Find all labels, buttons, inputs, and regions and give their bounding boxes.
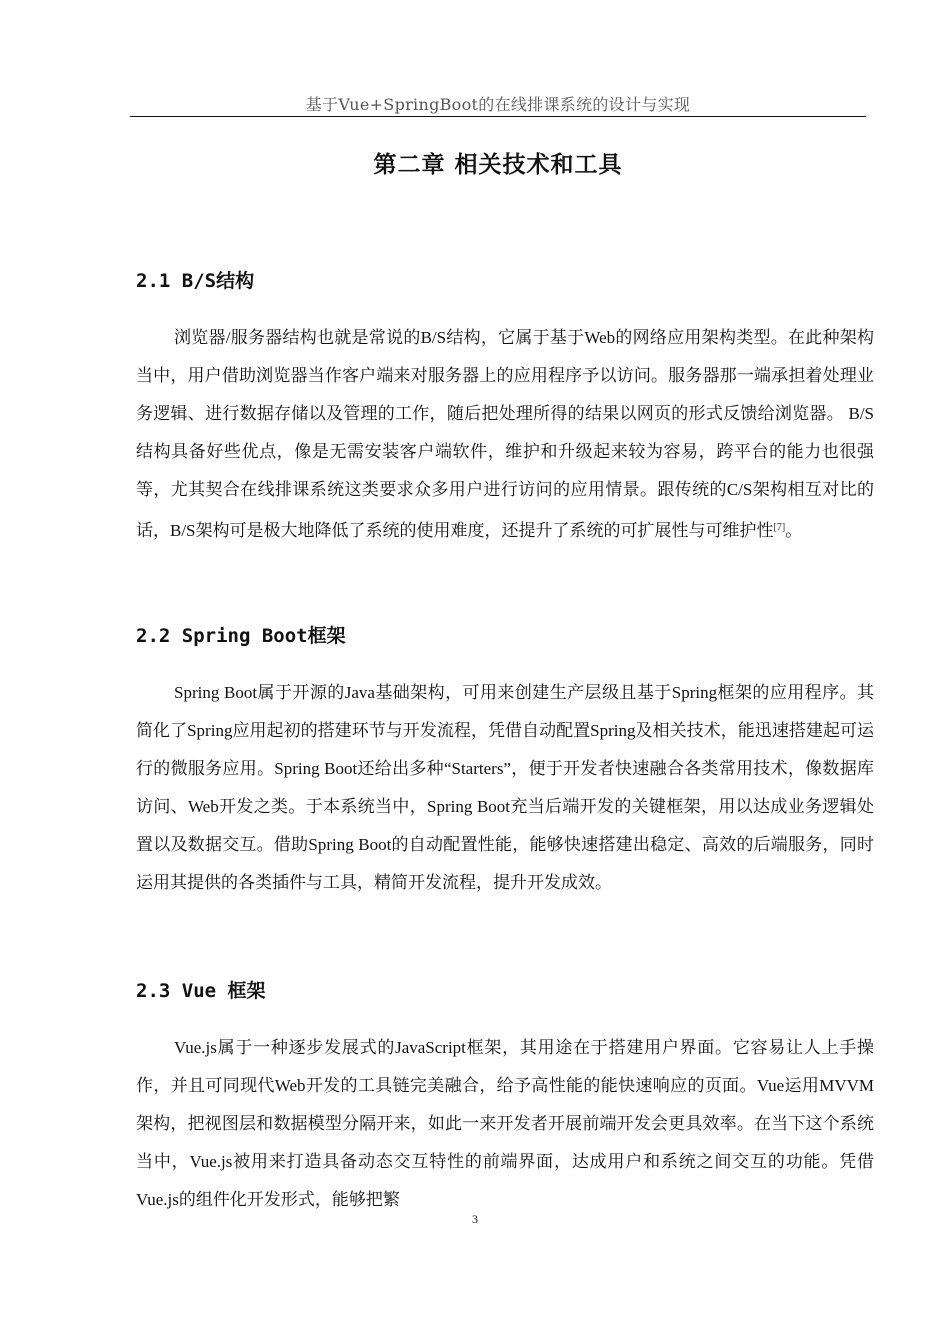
header-rule	[130, 116, 866, 117]
section-heading-2-2: 2.2 Spring Boot框架	[136, 625, 346, 647]
paragraph-end: 。	[785, 521, 803, 540]
section-paragraph-2-2: Spring Boot属于开源的Java基础架构，可用来创建生产层级且基于Spring框架的应用程序。其简化了Spring应用起初的搭建环节与开发流程，凭借自动配置Spring及相关技术，能迅速搭建起可运行的微服务应用。Spring Boot还给出多种“Starters”，便于开发者快速融合各类常用技术，像数据库访问、Web开发之类。于本系统当中，Spring Boot充当后端开发的关键框架，用以达成业务逻辑处置以及数据交互。借助Spring Boot的自动配置性能，能够快速搭建出稳定、高效的后端服务，同时运用其提供的各类插件与工具，精简开发流程，提升开发成效。	[136, 683, 874, 892]
citation-mark: [7]	[773, 522, 786, 533]
running-header: 基于Vue+SpringBoot的在线排课系统的设计与实现	[305, 95, 691, 114]
section-paragraph-2-1	[136, 319, 874, 550]
page-number: 3	[472, 1212, 478, 1226]
section-heading-2-1: 2.1 B/S结构	[136, 270, 255, 292]
chapter-title: 第二章 相关技术和工具	[373, 152, 623, 178]
section-heading-2-3: 2.3 Vue 框架	[136, 980, 266, 1002]
section-paragraph-2-3: Vue.js属于一种逐步发展式的JavaScript框架，其用途在于搭建用户界面。它容易让人上手操作，并且可同现代Web开发的工具链完美融合，给予高性能的能快速响应的页面。Vue运用MVVM架构，把视图层和数据模型分隔开来，如此一来开发者开展前端开发会更具效率。在当下这个系统当中，Vue.js被用来打造具备动态交互特性的前端界面，达成用户和系统之间交互的功能。凭借Vue.js的组件化开发形式，能够把繁	[136, 1038, 874, 1209]
paragraph-text: 浏览器/服务器结构也就是常说的B/S结构，它属于基于Web的网络应用架构类型。在此种架构当中，用户借助浏览器当作客户端来对服务器上的应用程序予以访问。服务器那一端承担着处理业务逻辑、进行数据存储以及管理的工作，随后把处理所得的结果以网页的形式反馈给浏览器。 B/S结构具备好些优点，像是无需安装客户端软件，维护和升级起来较为容易，跨平台的能力也很强等，尤其契合在线排课系统这类要求众多用户进行访问的应用情景。跟传统的C/S架构相互对比的话，B/S架构可是极大地降低了系统的使用难度，还提升了系统的可扩展性与可维护性	[136, 328, 874, 540]
